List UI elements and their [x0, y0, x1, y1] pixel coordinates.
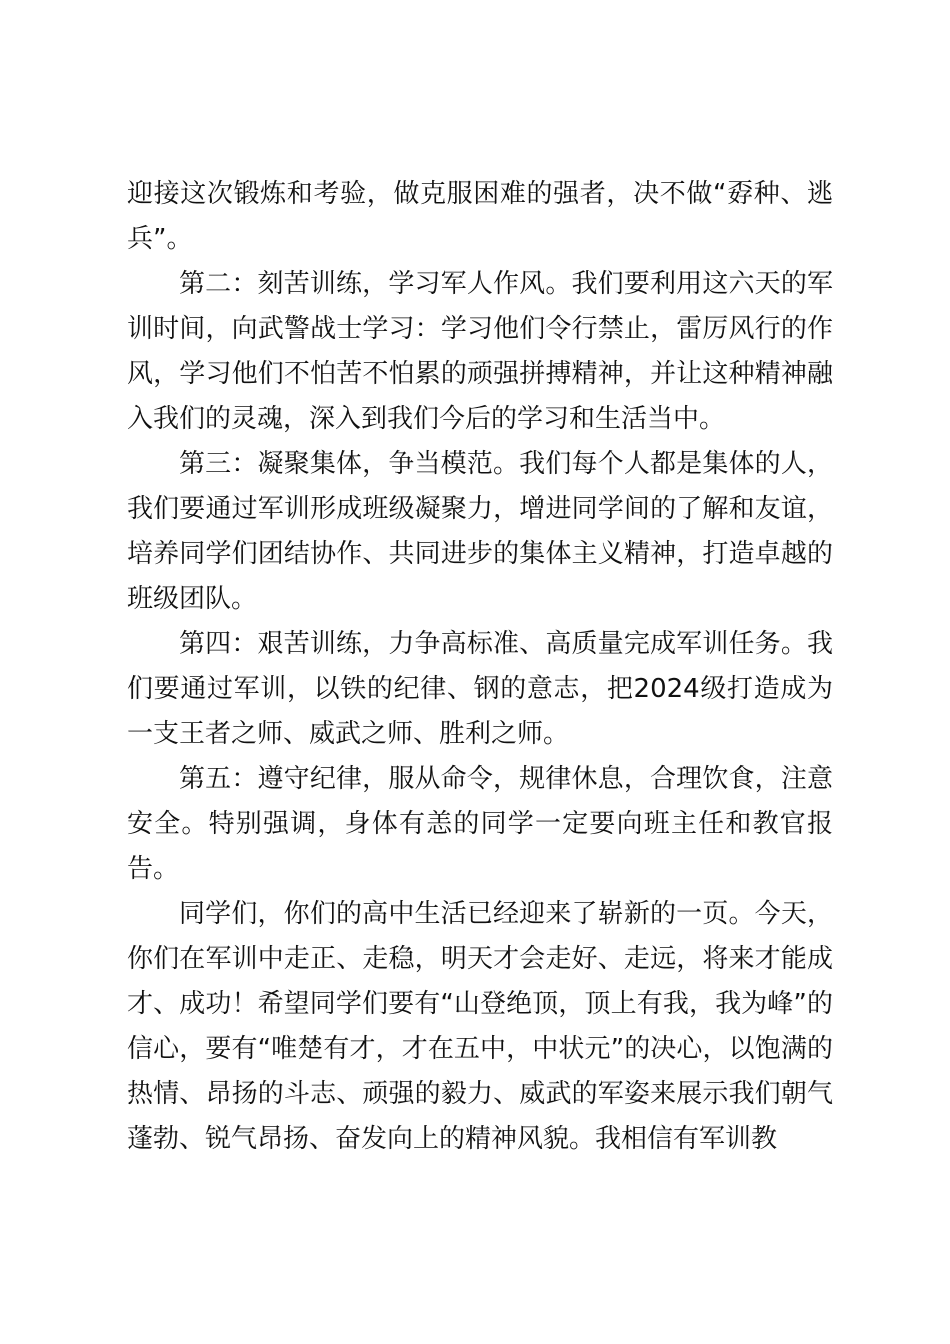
paragraph-3: 第三：凝聚集体，争当模范。我们每个人都是集体的人，我们要通过军训形成班级凝聚力，增进同学间的了解和友谊，培养同学们团结协作、共同进步的集体主义精神，打造卓越的班级团队。	[127, 449, 833, 614]
paragraph-2: 第二：刻苦训练，学习军人作风。我们要利用这六天的军训时间，向武警战士学习：学习他们令行禁止，雷厉风行的作风，学习他们不怕苦不怕累的顽强拼搏精神，并让这种精神融入我们的灵魂，深入到我们今后的学习和生活当中。	[127, 269, 833, 434]
paragraph-1: 迎接这次锻炼和考验，做克服困难的强者，决不做“孬种、逃兵”。	[127, 179, 833, 254]
paragraph-4: 第四：艰苦训练，力争高标准、高质量完成军训任务。我们要通过军训，以铁的纪律、钢的意志，把2024级打造成为一支王者之师、威武之师、胜利之师。	[127, 629, 833, 749]
paragraph-6: 同学们，你们的高中生活已经迎来了崭新的一页。今天，你们在军训中走正、走稳，明天才会走好、走远，将来才能成才、成功！希望同学们要有“山登绝顶，顶上有我，我为峰”的信心，要有“唯楚有才，才在五中，中状元”的决心，以饱满的热情、昂扬的斗志、顽强的毅力、威武的军姿来展示我们朝气蓬勃、锐气昂扬、奋发向上的精神风貌。我相信有军训教	[127, 899, 833, 1154]
paragraph-5: 第五：遵守纪律，服从命令，规律休息，合理饮食，注意安全。特别强调，身体有恙的同学一定要向班主任和教官报告。	[127, 764, 833, 884]
document-body	[127, 172, 833, 1162]
